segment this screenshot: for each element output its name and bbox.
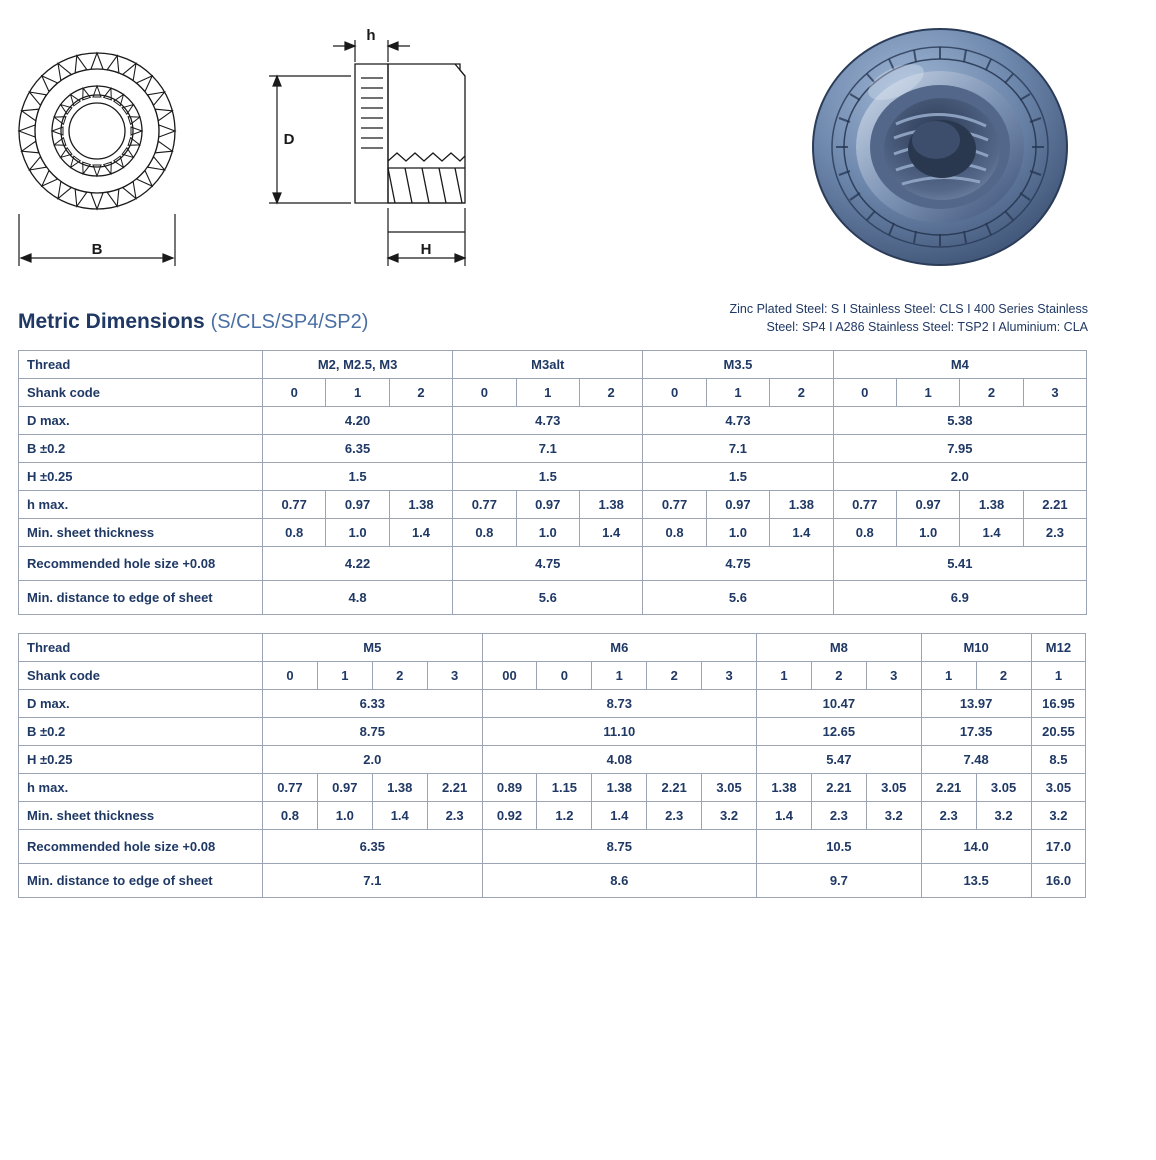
table-row: [19, 830, 1086, 864]
value-cell: 16.0: [1031, 864, 1086, 898]
value-cell: 1.4: [592, 802, 647, 830]
shank-code-cell: 1: [592, 662, 647, 690]
value-cell: 6.33: [263, 690, 483, 718]
shank-code-cell: 0: [263, 662, 318, 690]
table-row: [19, 379, 1087, 407]
value-cell: 1.4: [770, 519, 833, 547]
thread-cell: M3.5: [643, 351, 833, 379]
value-cell: 5.6: [453, 581, 643, 615]
value-cell: 1.38: [770, 491, 833, 519]
value-cell: 1.38: [757, 774, 812, 802]
value-cell: 2.0: [263, 746, 483, 774]
side-label-D: D: [283, 131, 295, 148]
value-cell: 1.38: [579, 491, 642, 519]
shank-code-cell: 2: [647, 662, 702, 690]
shank-code-cell: 3: [702, 662, 757, 690]
value-cell: 2.0: [833, 463, 1087, 491]
row-header: H ±0.25: [19, 463, 263, 491]
value-cell: 8.75: [263, 718, 483, 746]
value-cell: 17.0: [1031, 830, 1086, 864]
material-legend-line-2: Steel: SP4 I A286 Stainless Steel: TSP2 I Aluminium: CLA: [766, 320, 1088, 335]
shank-code-cell: 1: [516, 379, 579, 407]
value-cell: 0.77: [453, 491, 516, 519]
thread-cell: M2, M2.5, M3: [263, 351, 453, 379]
row-header: Min. sheet thickness: [19, 802, 263, 830]
value-cell: 3.2: [866, 802, 921, 830]
row-header: Min. distance to edge of sheet: [19, 864, 263, 898]
value-cell: 4.20: [263, 407, 453, 435]
value-cell: 6.35: [263, 830, 483, 864]
value-cell: 13.97: [921, 690, 1031, 718]
value-cell: 14.0: [921, 830, 1031, 864]
value-cell: 7.95: [833, 435, 1087, 463]
value-cell: 3.05: [976, 774, 1031, 802]
value-cell: 1.0: [896, 519, 959, 547]
value-cell: 0.97: [326, 491, 389, 519]
value-cell: 2.21: [427, 774, 482, 802]
value-cell: 3.05: [702, 774, 757, 802]
value-cell: 2.3: [427, 802, 482, 830]
metric-dimensions-table-small: [18, 350, 1087, 615]
value-cell: 1.15: [537, 774, 592, 802]
value-cell: 0.97: [706, 491, 769, 519]
section-header: [18, 300, 1140, 350]
value-cell: 1.0: [326, 519, 389, 547]
shank-code-cell: 1: [317, 662, 372, 690]
shank-code-cell: 3: [427, 662, 482, 690]
shank-code-cell: 0: [643, 379, 706, 407]
table1-body: [19, 351, 1087, 615]
value-cell: 1.2: [537, 802, 592, 830]
value-cell: 0.8: [643, 519, 706, 547]
table-row: [19, 581, 1087, 615]
side-section-diagram: [255, 18, 505, 283]
row-header: h max.: [19, 491, 263, 519]
value-cell: 1.38: [592, 774, 647, 802]
shank-code-cell: 0: [453, 379, 516, 407]
shank-code-cell: 00: [482, 662, 537, 690]
value-cell: 9.7: [757, 864, 922, 898]
table-row: [19, 435, 1087, 463]
table-row: [19, 351, 1087, 379]
front-view-diagram: [8, 18, 238, 283]
value-cell: 0.77: [263, 491, 326, 519]
row-header: Thread: [19, 634, 263, 662]
shank-code-cell: 2: [811, 662, 866, 690]
shank-code-cell: 3: [866, 662, 921, 690]
value-cell: 1.38: [372, 774, 427, 802]
value-cell: 0.8: [263, 802, 318, 830]
shank-code-cell: 0: [833, 379, 896, 407]
value-cell: 1.38: [960, 491, 1023, 519]
row-header: D max.: [19, 690, 263, 718]
shank-code-cell: 1: [896, 379, 959, 407]
value-cell: 7.48: [921, 746, 1031, 774]
table-row: [19, 634, 1086, 662]
value-cell: 2.21: [921, 774, 976, 802]
value-cell: 5.38: [833, 407, 1087, 435]
value-cell: 4.08: [482, 746, 756, 774]
value-cell: 3.2: [976, 802, 1031, 830]
value-cell: 1.5: [643, 463, 833, 491]
value-cell: 2.3: [1023, 519, 1086, 547]
value-cell: 2.3: [811, 802, 866, 830]
value-cell: 0.97: [896, 491, 959, 519]
table-row: [19, 690, 1086, 718]
thread-cell: M8: [757, 634, 922, 662]
value-cell: 5.41: [833, 547, 1087, 581]
shank-code-cell: 2: [372, 662, 427, 690]
thread-cell: M5: [263, 634, 483, 662]
value-cell: 0.77: [643, 491, 706, 519]
value-cell: 0.89: [482, 774, 537, 802]
value-cell: 2.21: [647, 774, 702, 802]
page-title: [18, 310, 368, 334]
thread-cell: M3alt: [453, 351, 643, 379]
value-cell: 4.73: [643, 407, 833, 435]
page-title-sub: (S/CLS/SP4/SP2): [210, 311, 369, 333]
front-label-B: B: [91, 241, 103, 258]
page-title-main: Metric Dimensions: [18, 310, 205, 333]
table2-body: [19, 634, 1086, 898]
value-cell: 7.1: [263, 864, 483, 898]
value-cell: 8.73: [482, 690, 756, 718]
table-row: [19, 547, 1087, 581]
value-cell: 0.8: [833, 519, 896, 547]
value-cell: 1.4: [757, 802, 812, 830]
material-legend: [729, 300, 1088, 336]
value-cell: 1.4: [579, 519, 642, 547]
shank-code-cell: 2: [389, 379, 452, 407]
product-photo: [810, 12, 1080, 282]
value-cell: 1.0: [706, 519, 769, 547]
material-legend-line-1: Zinc Plated Steel: S I Stainless Steel: CLS I 400 Series Stainless: [729, 302, 1088, 316]
thread-cell: M6: [482, 634, 756, 662]
row-header: Shank code: [19, 662, 263, 690]
value-cell: 1.5: [453, 463, 643, 491]
table-row: [19, 864, 1086, 898]
value-cell: 4.75: [453, 547, 643, 581]
value-cell: 7.1: [643, 435, 833, 463]
value-cell: 0.97: [317, 774, 372, 802]
value-cell: 6.9: [833, 581, 1087, 615]
row-header: Thread: [19, 351, 263, 379]
table-row: [19, 519, 1087, 547]
value-cell: 0.97: [516, 491, 579, 519]
value-cell: 0.92: [482, 802, 537, 830]
shank-code-cell: 1: [757, 662, 812, 690]
shank-code-cell: 1: [706, 379, 769, 407]
value-cell: 7.1: [453, 435, 643, 463]
illustrations-area: [0, 0, 1156, 300]
value-cell: 0.77: [833, 491, 896, 519]
value-cell: 1.0: [317, 802, 372, 830]
value-cell: 5.6: [643, 581, 833, 615]
thread-cell: M4: [833, 351, 1087, 379]
row-header: Min. distance to edge of sheet: [19, 581, 263, 615]
shank-code-cell: 2: [770, 379, 833, 407]
row-header: Recommended hole size +0.08: [19, 830, 263, 864]
value-cell: 10.47: [757, 690, 922, 718]
value-cell: 5.47: [757, 746, 922, 774]
value-cell: 4.22: [263, 547, 453, 581]
shank-code-cell: 1: [326, 379, 389, 407]
value-cell: 1.0: [516, 519, 579, 547]
value-cell: 13.5: [921, 864, 1031, 898]
side-label-H: H: [420, 241, 432, 258]
value-cell: 1.4: [372, 802, 427, 830]
table-row: [19, 774, 1086, 802]
row-header: B ±0.2: [19, 718, 263, 746]
value-cell: 8.75: [482, 830, 756, 864]
value-cell: 4.73: [453, 407, 643, 435]
value-cell: 1.4: [389, 519, 452, 547]
shank-code-cell: 0: [263, 379, 326, 407]
table-row: [19, 802, 1086, 830]
value-cell: 4.75: [643, 547, 833, 581]
table-row: [19, 463, 1087, 491]
value-cell: 2.21: [1023, 491, 1086, 519]
value-cell: 4.8: [263, 581, 453, 615]
value-cell: 8.6: [482, 864, 756, 898]
row-header: B ±0.2: [19, 435, 263, 463]
thread-cell: M10: [921, 634, 1031, 662]
value-cell: 12.65: [757, 718, 922, 746]
value-cell: 1.4: [960, 519, 1023, 547]
value-cell: 1.5: [263, 463, 453, 491]
value-cell: 0.8: [453, 519, 516, 547]
row-header: h max.: [19, 774, 263, 802]
row-header: Min. sheet thickness: [19, 519, 263, 547]
table-row: [19, 718, 1086, 746]
table-row: [19, 746, 1086, 774]
value-cell: 3.05: [866, 774, 921, 802]
value-cell: 3.2: [1031, 802, 1086, 830]
value-cell: 3.2: [702, 802, 757, 830]
shank-code-cell: 0: [537, 662, 592, 690]
value-cell: 17.35: [921, 718, 1031, 746]
value-cell: 1.38: [389, 491, 452, 519]
table-row: [19, 407, 1087, 435]
value-cell: 10.5: [757, 830, 922, 864]
value-cell: 2.21: [811, 774, 866, 802]
value-cell: 11.10: [482, 718, 756, 746]
shank-code-cell: 1: [921, 662, 976, 690]
table-row: [19, 662, 1086, 690]
value-cell: 16.95: [1031, 690, 1086, 718]
shank-code-cell: 3: [1023, 379, 1086, 407]
row-header: D max.: [19, 407, 263, 435]
value-cell: 8.5: [1031, 746, 1086, 774]
shank-code-cell: 2: [960, 379, 1023, 407]
value-cell: 0.8: [263, 519, 326, 547]
shank-code-cell: 2: [976, 662, 1031, 690]
shank-code-cell: 2: [579, 379, 642, 407]
value-cell: 6.35: [263, 435, 453, 463]
shank-code-cell: 1: [1031, 662, 1086, 690]
metric-dimensions-table-large: [18, 633, 1086, 898]
row-header: H ±0.25: [19, 746, 263, 774]
thread-cell: M12: [1031, 634, 1086, 662]
value-cell: 2.3: [647, 802, 702, 830]
value-cell: 2.3: [921, 802, 976, 830]
table-row: [19, 491, 1087, 519]
side-label-h: h: [366, 27, 376, 44]
row-header: Shank code: [19, 379, 263, 407]
value-cell: 20.55: [1031, 718, 1086, 746]
value-cell: 0.77: [263, 774, 318, 802]
value-cell: 3.05: [1031, 774, 1086, 802]
row-header: Recommended hole size +0.08: [19, 547, 263, 581]
